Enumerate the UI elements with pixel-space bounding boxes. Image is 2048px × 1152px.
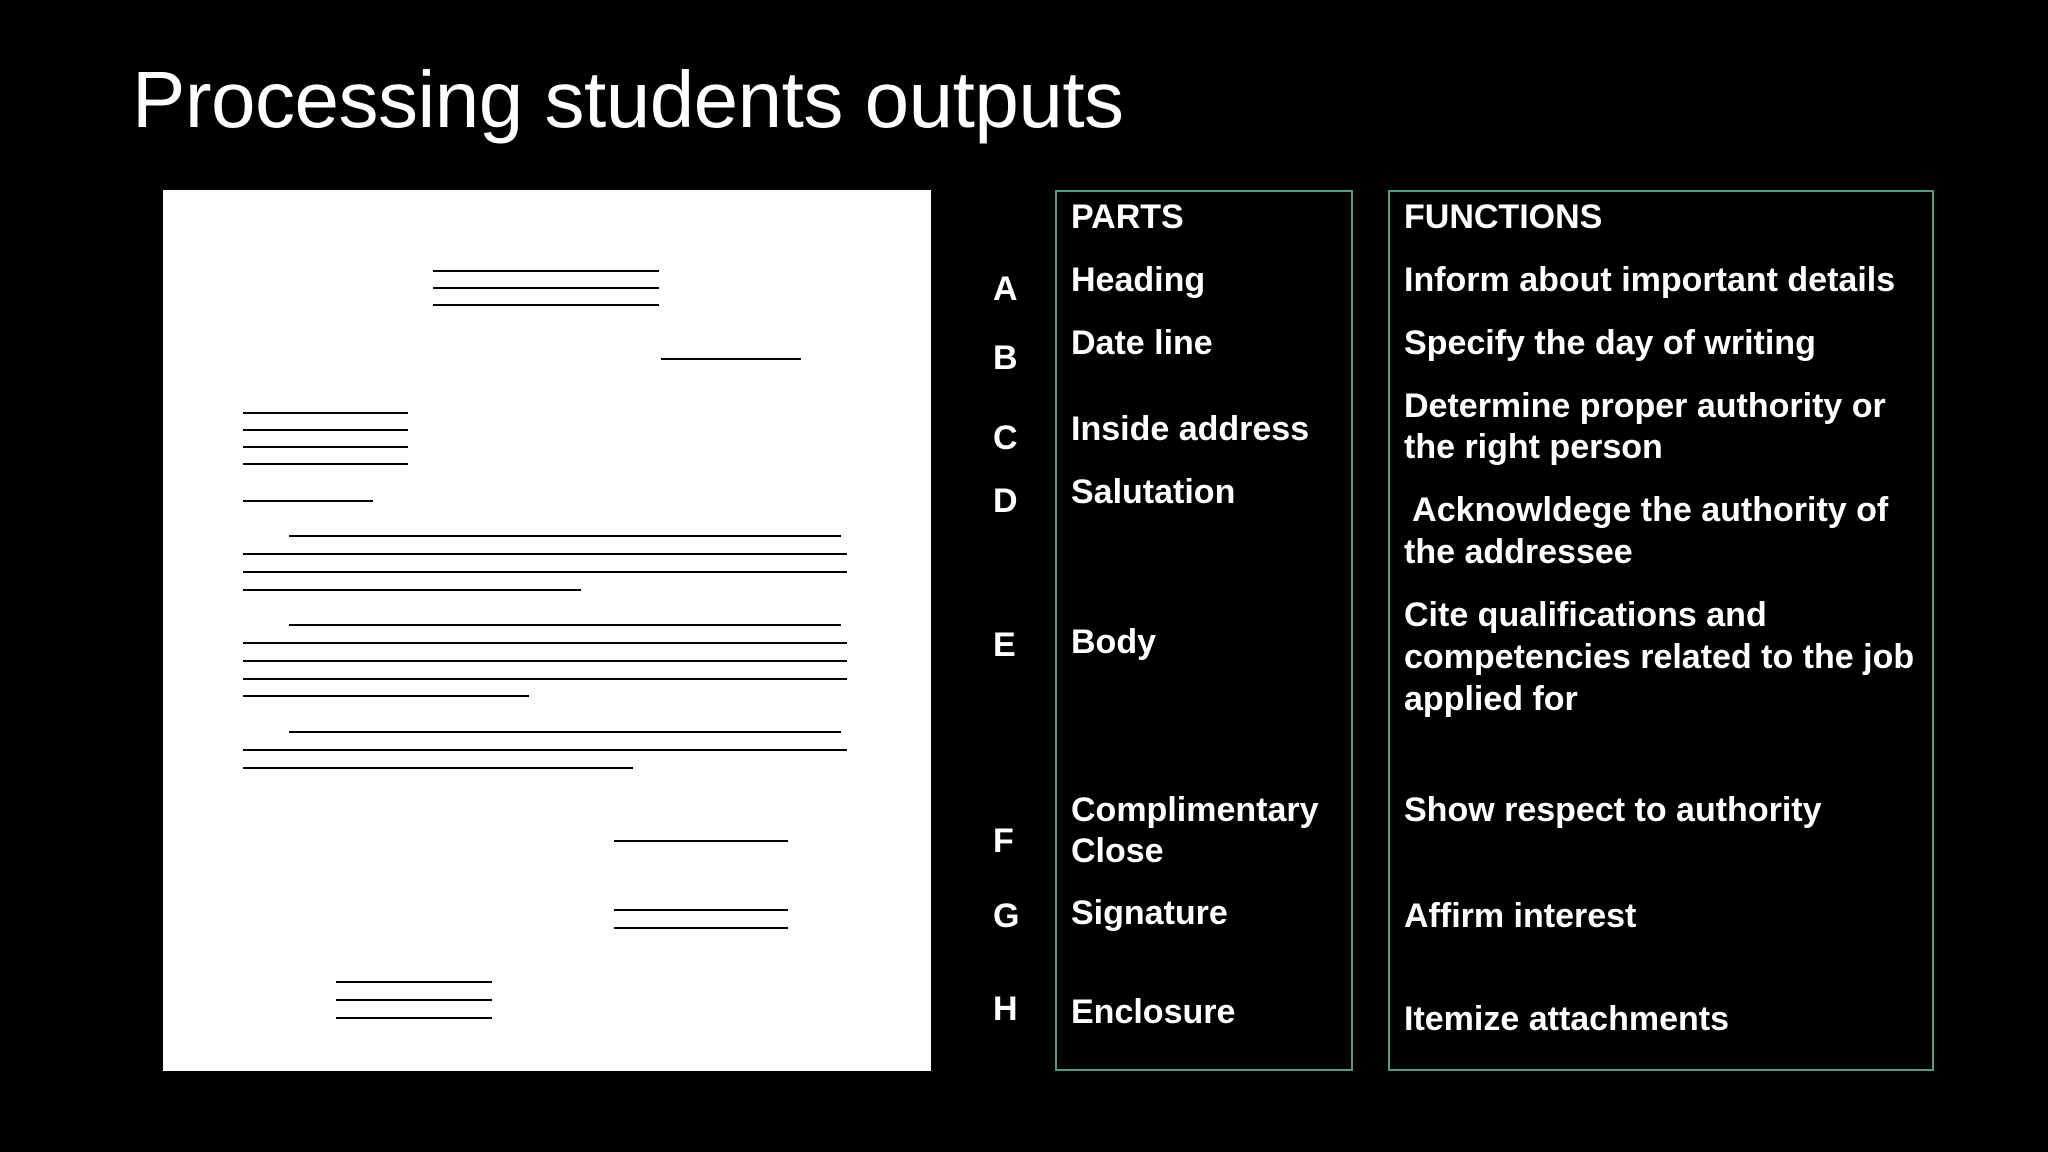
body-line: [289, 624, 841, 626]
address-line: [243, 446, 408, 448]
function-inside-address-line2: the right person: [1404, 428, 1663, 466]
signature-line: [614, 927, 788, 929]
functions-header: FUNCTIONS: [1404, 198, 1603, 236]
function-date-line: Specify the day of writing: [1404, 324, 1816, 362]
parts-header: PARTS: [1071, 198, 1184, 236]
function-body-line1: Cite qualifications and: [1404, 596, 1767, 634]
body-line: [243, 678, 847, 680]
row-letter-c: C: [993, 419, 1018, 457]
body-line: [243, 695, 529, 697]
row-letter-h: H: [993, 990, 1018, 1028]
enclosure-line: [336, 999, 492, 1001]
address-line: [243, 429, 408, 431]
row-letter-b: B: [993, 339, 1018, 377]
part-signature: Signature: [1071, 894, 1228, 932]
function-body-line3: applied for: [1404, 680, 1578, 718]
function-heading: Inform about important details: [1404, 261, 1896, 299]
part-inside-address: Inside address: [1071, 410, 1310, 448]
heading-line: [433, 304, 659, 306]
function-salutation-line1: Acknowldege the authority of: [1404, 491, 1889, 529]
function-enclosure: Itemize attachments: [1404, 1000, 1729, 1038]
part-heading: Heading: [1071, 261, 1206, 299]
function-body-line2: competencies related to the job: [1404, 638, 1915, 676]
slide-title: Processing students outputs: [132, 55, 1124, 144]
function-signature: Affirm interest: [1404, 897, 1637, 935]
body-line: [289, 535, 841, 537]
body-line: [243, 589, 581, 591]
body-line: [243, 642, 847, 644]
part-complimentary-close-line1: Complimentary: [1071, 791, 1319, 829]
function-complimentary-close: Show respect to authority: [1404, 791, 1822, 829]
function-inside-address-line1: Determine proper authority or: [1404, 387, 1886, 425]
address-line: [243, 463, 408, 465]
salutation-line: [243, 500, 373, 502]
date-line: [661, 358, 801, 360]
enclosure-line: [336, 1017, 492, 1019]
signature-line: [614, 909, 788, 911]
body-line: [243, 660, 847, 662]
row-letter-a: A: [993, 270, 1018, 308]
enclosure-line: [336, 981, 492, 983]
address-line: [243, 412, 408, 414]
row-letter-e: E: [993, 626, 1016, 664]
row-letter-d: D: [993, 482, 1018, 520]
row-letter-g: G: [993, 897, 1020, 935]
body-line: [289, 731, 841, 733]
part-body: Body: [1071, 623, 1156, 661]
row-letter-f: F: [993, 822, 1014, 860]
part-date-line: Date line: [1071, 324, 1213, 362]
body-line: [243, 571, 847, 573]
body-line: [243, 553, 847, 555]
heading-line: [433, 270, 659, 272]
part-enclosure: Enclosure: [1071, 993, 1236, 1031]
part-salutation: Salutation: [1071, 473, 1236, 511]
heading-line: [433, 287, 659, 289]
body-line: [243, 749, 847, 751]
body-line: [243, 767, 633, 769]
function-salutation-line2: the addressee: [1404, 533, 1633, 571]
part-complimentary-close-line2: Close: [1071, 832, 1164, 870]
letter-format-diagram: [163, 190, 931, 1071]
close-line: [614, 840, 788, 842]
